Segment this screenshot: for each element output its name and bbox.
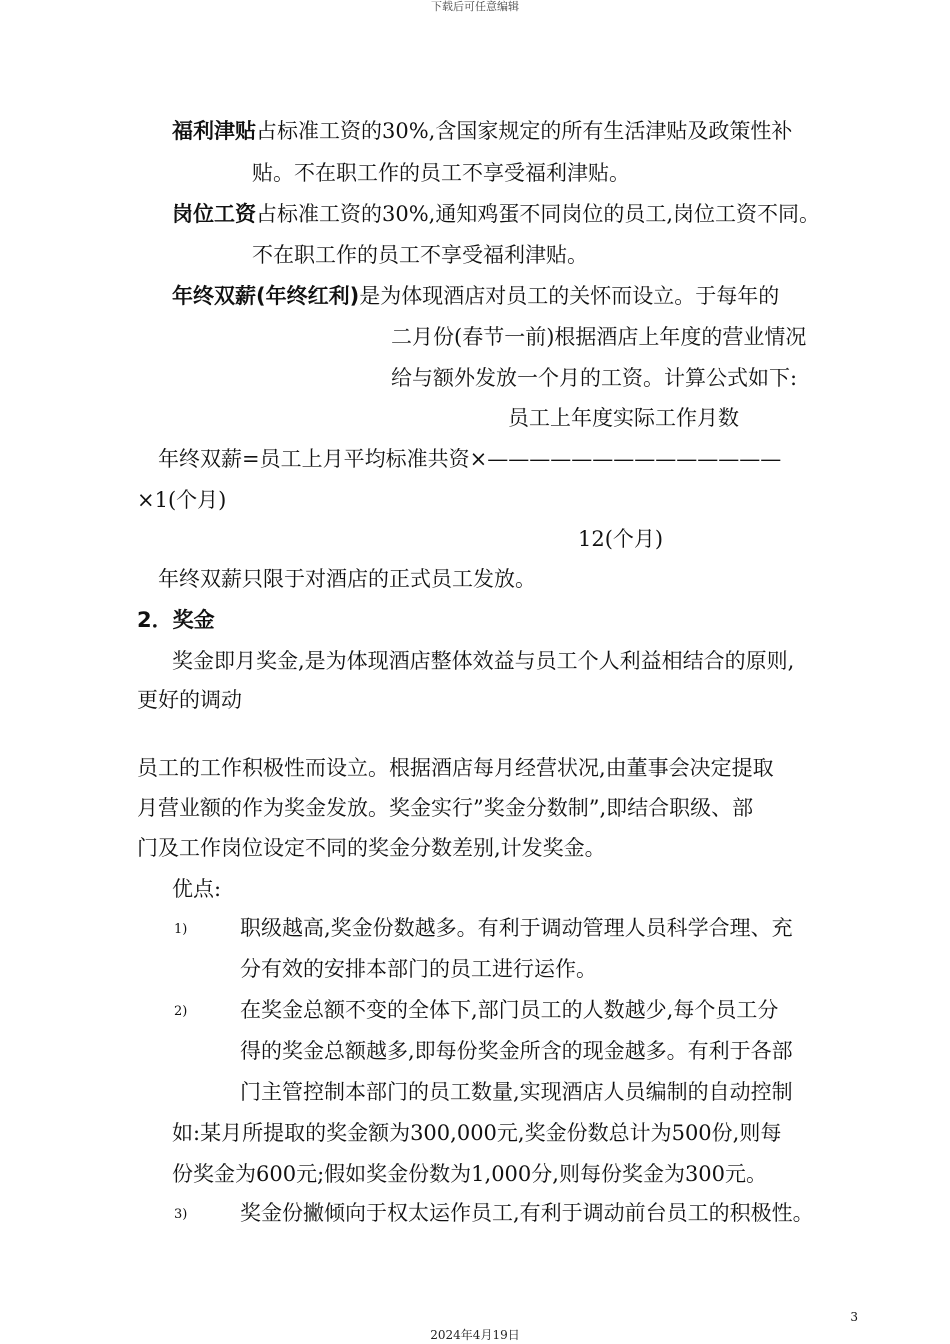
section2-heading: 2．奖金 [137,608,215,632]
example-line1: 如:某月所提取的奖金额为300,000元,奖金份数总计为500份,则每 [172,1121,782,1145]
formula-numerator: 员工上年度实际工作月数 [508,406,739,430]
yearend-line1 [172,282,779,310]
example-line2: 份奖金为600元;假如奖金份数为1,000分,则每份奖金为300元。 [172,1162,768,1186]
yearend-line3: 给与额外发放一个月的工资。计算公式如下: [391,366,798,390]
bonus-p1a: 奖金即月奖金,是为体现酒店整体效益与员工个人利益相结合的原则, [172,649,795,673]
item2-line3: 门主管控制本部门的员工数量,实现酒店人员编制的自动控制 [240,1080,793,1104]
yearend-text1: 是为体现酒店对员工的关怀而设立。于每年的 [359,284,780,308]
formula-lhs: 年终双薪=员工上月平均标准共资×—————————————— [158,447,782,471]
post-title: 岗位工资 [172,202,256,226]
item3-line1: 奖金份撇倾向于权太运作员工,有利于调动前台员工的积极性。 [240,1201,814,1225]
post-line2: 不在职工作的员工不享受福利津贴。 [252,243,588,267]
post-line1 [172,200,820,228]
bonus-p2a: 员工的工作积极性而设立。根据酒店每月经营状况,由董事会决定提取 [137,756,774,780]
advantages-label: 优点: [172,877,222,901]
formula-denominator: 12(个月) [578,527,664,551]
item2-line1: 在奖金总额不变的全体下,部门员工的人数越少,每个员工分 [240,998,779,1022]
yearend-note: 年终双薪只限于对酒店的正式员工发放。 [158,567,536,591]
item1-number: 1) [174,922,188,937]
post-text1: 占标准工资的30%,通知鸡蛋不同岗位的员工,岗位工资不同。 [256,202,821,226]
bonus-p2c: 门及工作岗位设定不同的奖金分数差别,计发奖金。 [137,836,606,860]
formula-tail: ×1(个月) [137,488,227,512]
item3-number: 3) [174,1207,188,1222]
yearend-line2: 二月份(春节一前)根据酒店上年度的营业情况 [391,325,807,349]
bonus-p2b: 月营业额的作为奖金发放。奖金实行”奖金分数制”,即结合职级、部 [137,796,754,820]
welfare-line1 [172,117,792,145]
item2-line2: 得的奖金总额越多,即每份奖金所含的现金越多。有利于各部 [240,1039,793,1063]
welfare-title: 福利津贴 [172,119,256,143]
page-footer-date: 2024年4月19日 [430,1328,520,1342]
item2-number: 2) [174,1004,188,1019]
welfare-line2: 贴。不在职工作的员工不享受福利津贴。 [252,161,630,185]
bonus-p1b: 更好的调动 [137,688,242,712]
page-header: 下载后可任意编辑 [431,0,519,13]
page-number: 3 [850,1310,858,1324]
yearend-title: 年终双薪(年终红利) [172,284,360,308]
welfare-text1: 占标准工资的30%,含国家规定的所有生活津贴及政策性补 [256,119,793,143]
item1-line2: 分有效的安排本部门的员工进行运作。 [240,957,597,981]
item1-line1: 职级越高,奖金份数越多。有利于调动管理人员科学合理、充 [240,916,793,940]
